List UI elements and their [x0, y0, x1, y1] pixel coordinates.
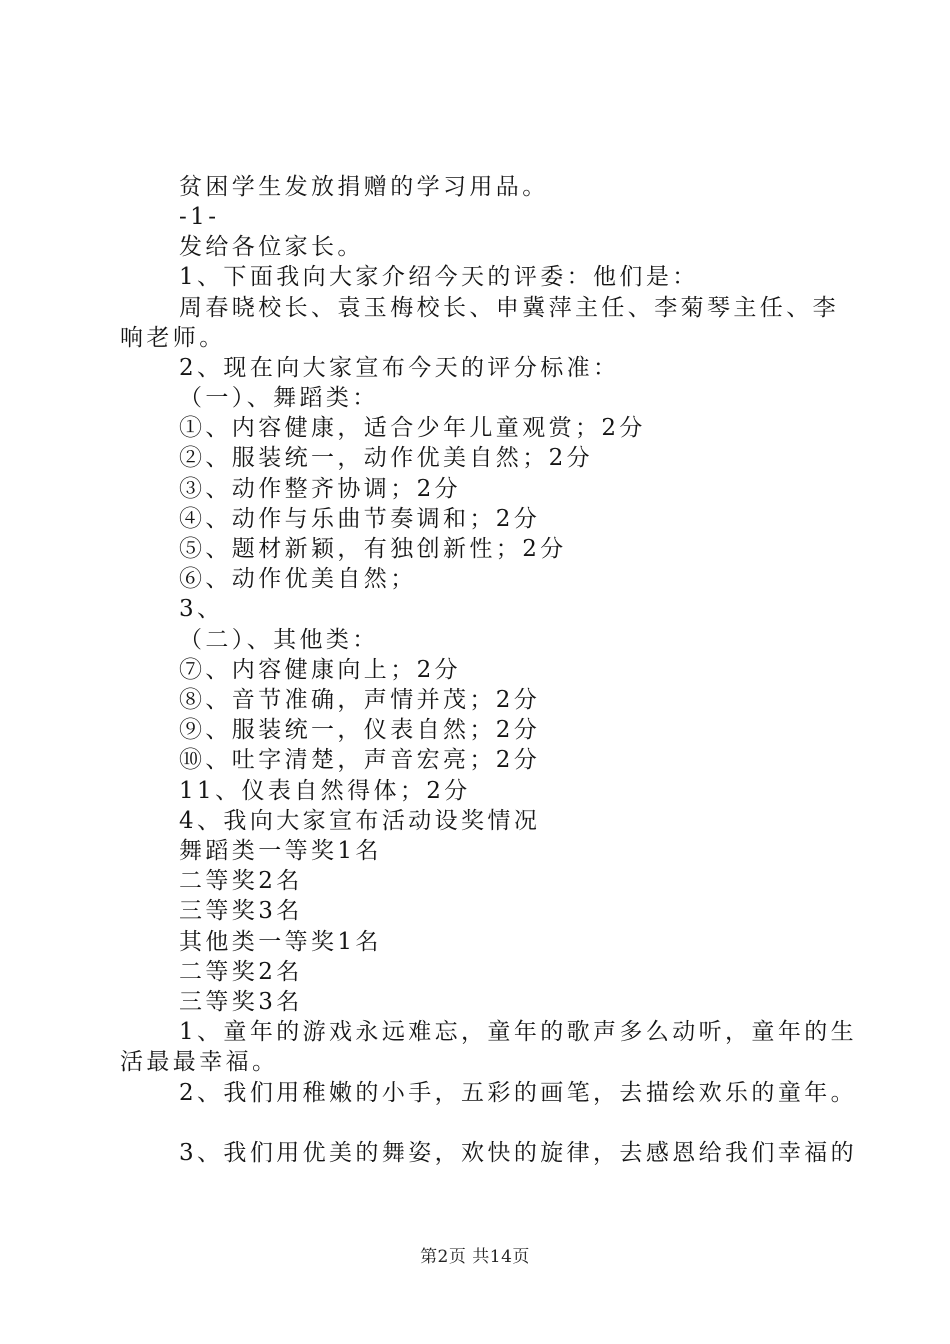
award-line: 三等奖3名 [179, 898, 303, 924]
criteria-item: ⑦、内容健康向上；2分 [179, 657, 462, 683]
page-footer: 第2页 共14页 [420, 1247, 530, 1267]
judges-line-continued: 响老师。 [120, 325, 226, 351]
page-marker: -1- [179, 204, 220, 230]
award-line: 其他类一等奖1名 [179, 929, 382, 955]
text-line: 2、现在向大家宣布今天的评分标准： [179, 355, 620, 381]
criteria-item: 11、仪表自然得体；2分 [179, 778, 471, 804]
script-line-continued: 活最最幸福。 [120, 1049, 279, 1075]
text-line: 3、 [179, 596, 224, 622]
award-line: 三等奖3名 [179, 989, 303, 1015]
text-line: 4、我向大家宣布活动设奖情况 [179, 808, 541, 834]
judges-line: 周春晓校长、袁玉梅校长、申冀萍主任、李菊琴主任、李 [179, 295, 839, 321]
text-line: 发给各位家长。 [179, 234, 364, 260]
script-line: 1、童年的游戏永远难忘，童年的歌声多么动听，童年的生 [179, 1019, 858, 1045]
criteria-item: ①、内容健康，适合少年儿童观赏；2分 [179, 415, 646, 441]
text-line: 1、下面我向大家介绍今天的评委：他们是： [179, 264, 699, 290]
script-line: 3、我们用优美的舞姿，欢快的旋律，去感恩给我们幸福的 [179, 1140, 858, 1166]
script-line: 2、我们用稚嫩的小手，五彩的画笔，去描绘欢乐的童年。 [179, 1080, 858, 1106]
text-line: 贫困学生发放捐赠的学习用品。 [179, 174, 549, 200]
award-line: 二等奖2名 [179, 959, 303, 985]
criteria-item: ⑧、音节准确，声情并茂；2分 [179, 687, 541, 713]
criteria-item: ④、动作与乐曲节奏调和；2分 [179, 506, 541, 532]
award-line: 舞蹈类一等奖1名 [179, 838, 382, 864]
section-heading: （二）、其他类： [179, 627, 379, 653]
criteria-item: ⑩、吐字清楚，声音宏亮；2分 [179, 747, 541, 773]
criteria-item: ⑥、动作优美自然； [179, 566, 417, 592]
criteria-item: ⑤、题材新颖，有独创新性；2分 [179, 536, 567, 562]
award-line: 二等奖2名 [179, 868, 303, 894]
criteria-item: ②、服装统一，动作优美自然；2分 [179, 445, 594, 471]
criteria-item: ⑨、服装统一，仪表自然；2分 [179, 717, 541, 743]
criteria-item: ③、动作整齐协调；2分 [179, 476, 462, 502]
section-heading: （一）、舞蹈类： [179, 385, 379, 411]
